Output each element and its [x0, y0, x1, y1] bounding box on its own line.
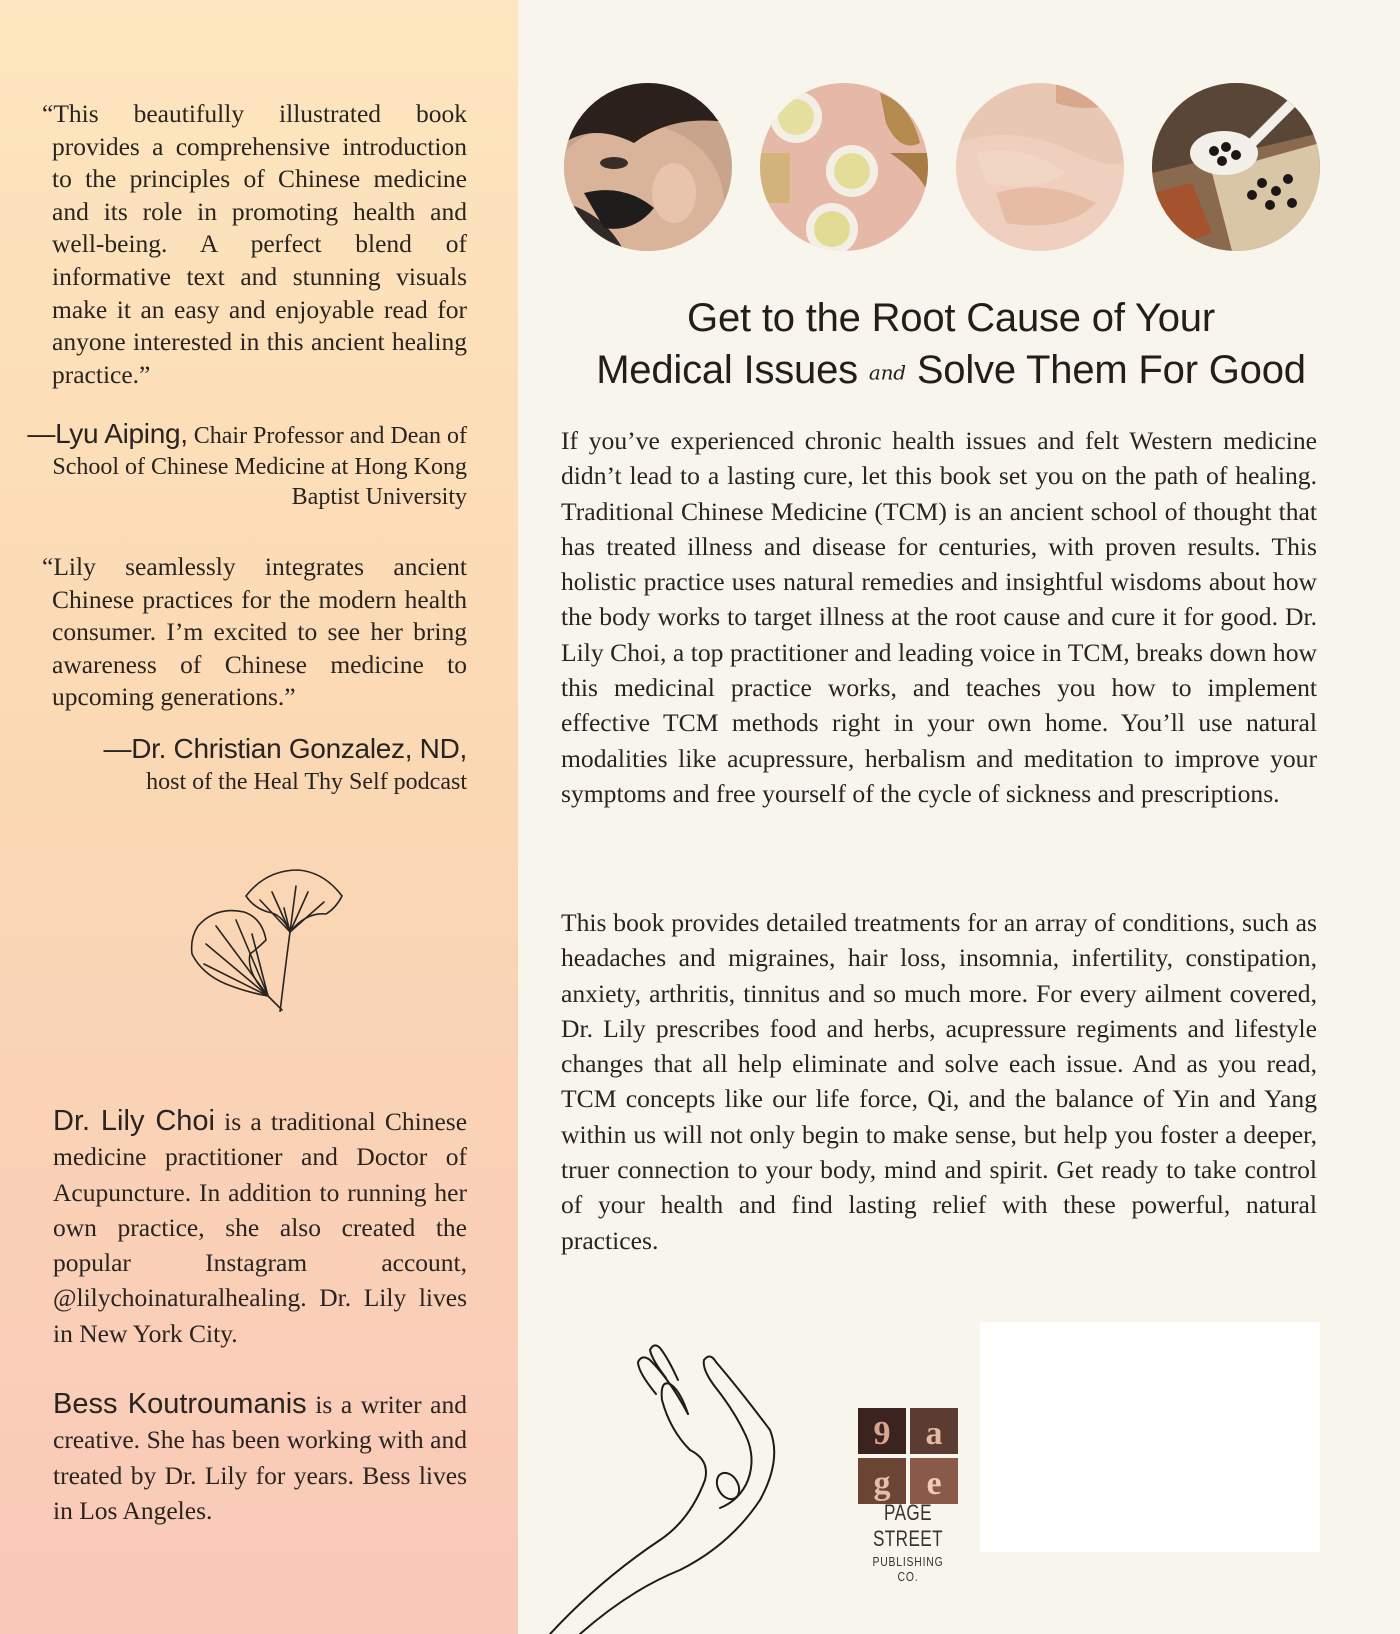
author-1-bio-text: is a traditional Chinese medicine practitioner and Doctor of Acupuncture. In addition to running her own practice, she also created the popular Instagram account, @lilychoinaturalhealing. Dr. Lily lives in New York City.	[53, 1107, 468, 1348]
quote-2-attribution	[27, 734, 467, 797]
author-bio-2	[53, 1387, 467, 1528]
author-bio-1	[53, 1104, 467, 1351]
photo-gua-sha-circle	[564, 83, 732, 251]
left-panel	[0, 0, 518, 1634]
svg-text:e: e	[926, 1465, 942, 1502]
quote-1-attribution	[27, 419, 467, 513]
author-2-name: Bess Koutroumanis	[53, 1388, 307, 1420]
quote-1	[42, 98, 467, 391]
headline	[520, 292, 1382, 398]
publisher-line-2: PUBLISHING CO.	[872, 1554, 944, 1584]
quote-1-dash: —	[27, 418, 56, 449]
quote-2-author: Dr. Christian Gonzalez, ND,	[131, 733, 467, 764]
headline-line-2a: Medical Issues	[596, 348, 858, 392]
headline-line-1: Get to the Root Cause of Your	[687, 296, 1215, 340]
barcode-placeholder	[980, 1322, 1320, 1552]
photo-dried-herbs-circle	[1152, 83, 1320, 251]
description-paragraph-1: If you’ve experienced chronic health issues and felt Western medicine didn’t lead to a lasting cure, let this book set you on the path of healing. Traditional Chinese Medicine (TCM) is an ancient school of thought that has treated illness and disease for centuries, with proven results. This holistic practice uses natural remedies and insightful wisdoms about how the body works to target illness at the root cause and cure it for good. Dr. Lily Choi, a top practitioner and leading voice in TCM, breaks down how this medicinal practice works, and teaches you how to implement effective TCM methods right in your own home. You’ll use natural modalities like acupressure, herbalism and meditation to improve your symptoms and free yourself of the cycle of sickness and prescriptions.	[561, 426, 1317, 808]
publisher-name	[850, 1500, 966, 1584]
description-paragraph-2: This book provides detailed treatments for an array of conditions, such as headaches and migraines, hair loss, insomnia, infertility, constipation, anxiety, arthritis, tinnitus and so much more. For every ailment covered, Dr. Lily prescribes food and herbs, acupressure regiments and lifestyle changes that all help eliminate and solve each issue. And as you read, TCM concepts like our life force, Qi, and the balance of Yin and Yang within us will not only begin to make sense, but help you foster a deeper, truer connection to your body, mind and spirit. Get ready to take control of your health and find lasting relief with these powerful, natural practices.	[561, 908, 1317, 1255]
svg-text:g: g	[873, 1465, 891, 1502]
hand-line-art-icon	[520, 1340, 820, 1634]
svg-text:a: a	[925, 1415, 943, 1452]
author-1-name: Dr. Lily Choi	[53, 1105, 215, 1137]
quote-2-affiliation: host of the Heal Thy Self podcast	[146, 768, 467, 795]
quote-2-text: “Lily seamlessly integrates ancient Chinese practices for the modern health consumer. I’m excited to see her bring awareness of Chinese medicine to upcoming generations.”	[42, 552, 467, 712]
ginkgo-leaves-icon	[186, 862, 356, 1012]
quote-1-author: Lyu Aiping,	[55, 418, 188, 449]
quote-1-text: “This beautifully illustrated book provides a comprehensive introduction to the principles of Chinese medicine and its role in promoting health and well-being. A perfect blend of informative text and stunning visuals make it an easy and enjoyable read for anyone interested in this ancient healing practice.”	[42, 99, 467, 389]
quote-2-dash: —	[103, 733, 132, 764]
svg-text:9: 9	[873, 1415, 891, 1452]
photo-acupressure-hands-circle	[956, 83, 1124, 251]
quote-1-affiliation: Chair Professor and Dean of School of Chinese Medicine at Hong Kong Baptist University	[52, 423, 467, 510]
author-2-bio-text: is a writer and creative. She has been working with and treated by Dr. Lily for years. Bess lives in Los Angeles.	[53, 1390, 467, 1525]
headline-and: and	[868, 360, 906, 385]
publisher-line-1: PAGE STREET	[872, 1500, 944, 1551]
publisher-logo-icon	[858, 1408, 958, 1504]
headline-line-2b: Solve Them For Good	[916, 348, 1306, 392]
photo-tea-cups-circle	[760, 83, 928, 251]
quote-2	[42, 551, 467, 714]
